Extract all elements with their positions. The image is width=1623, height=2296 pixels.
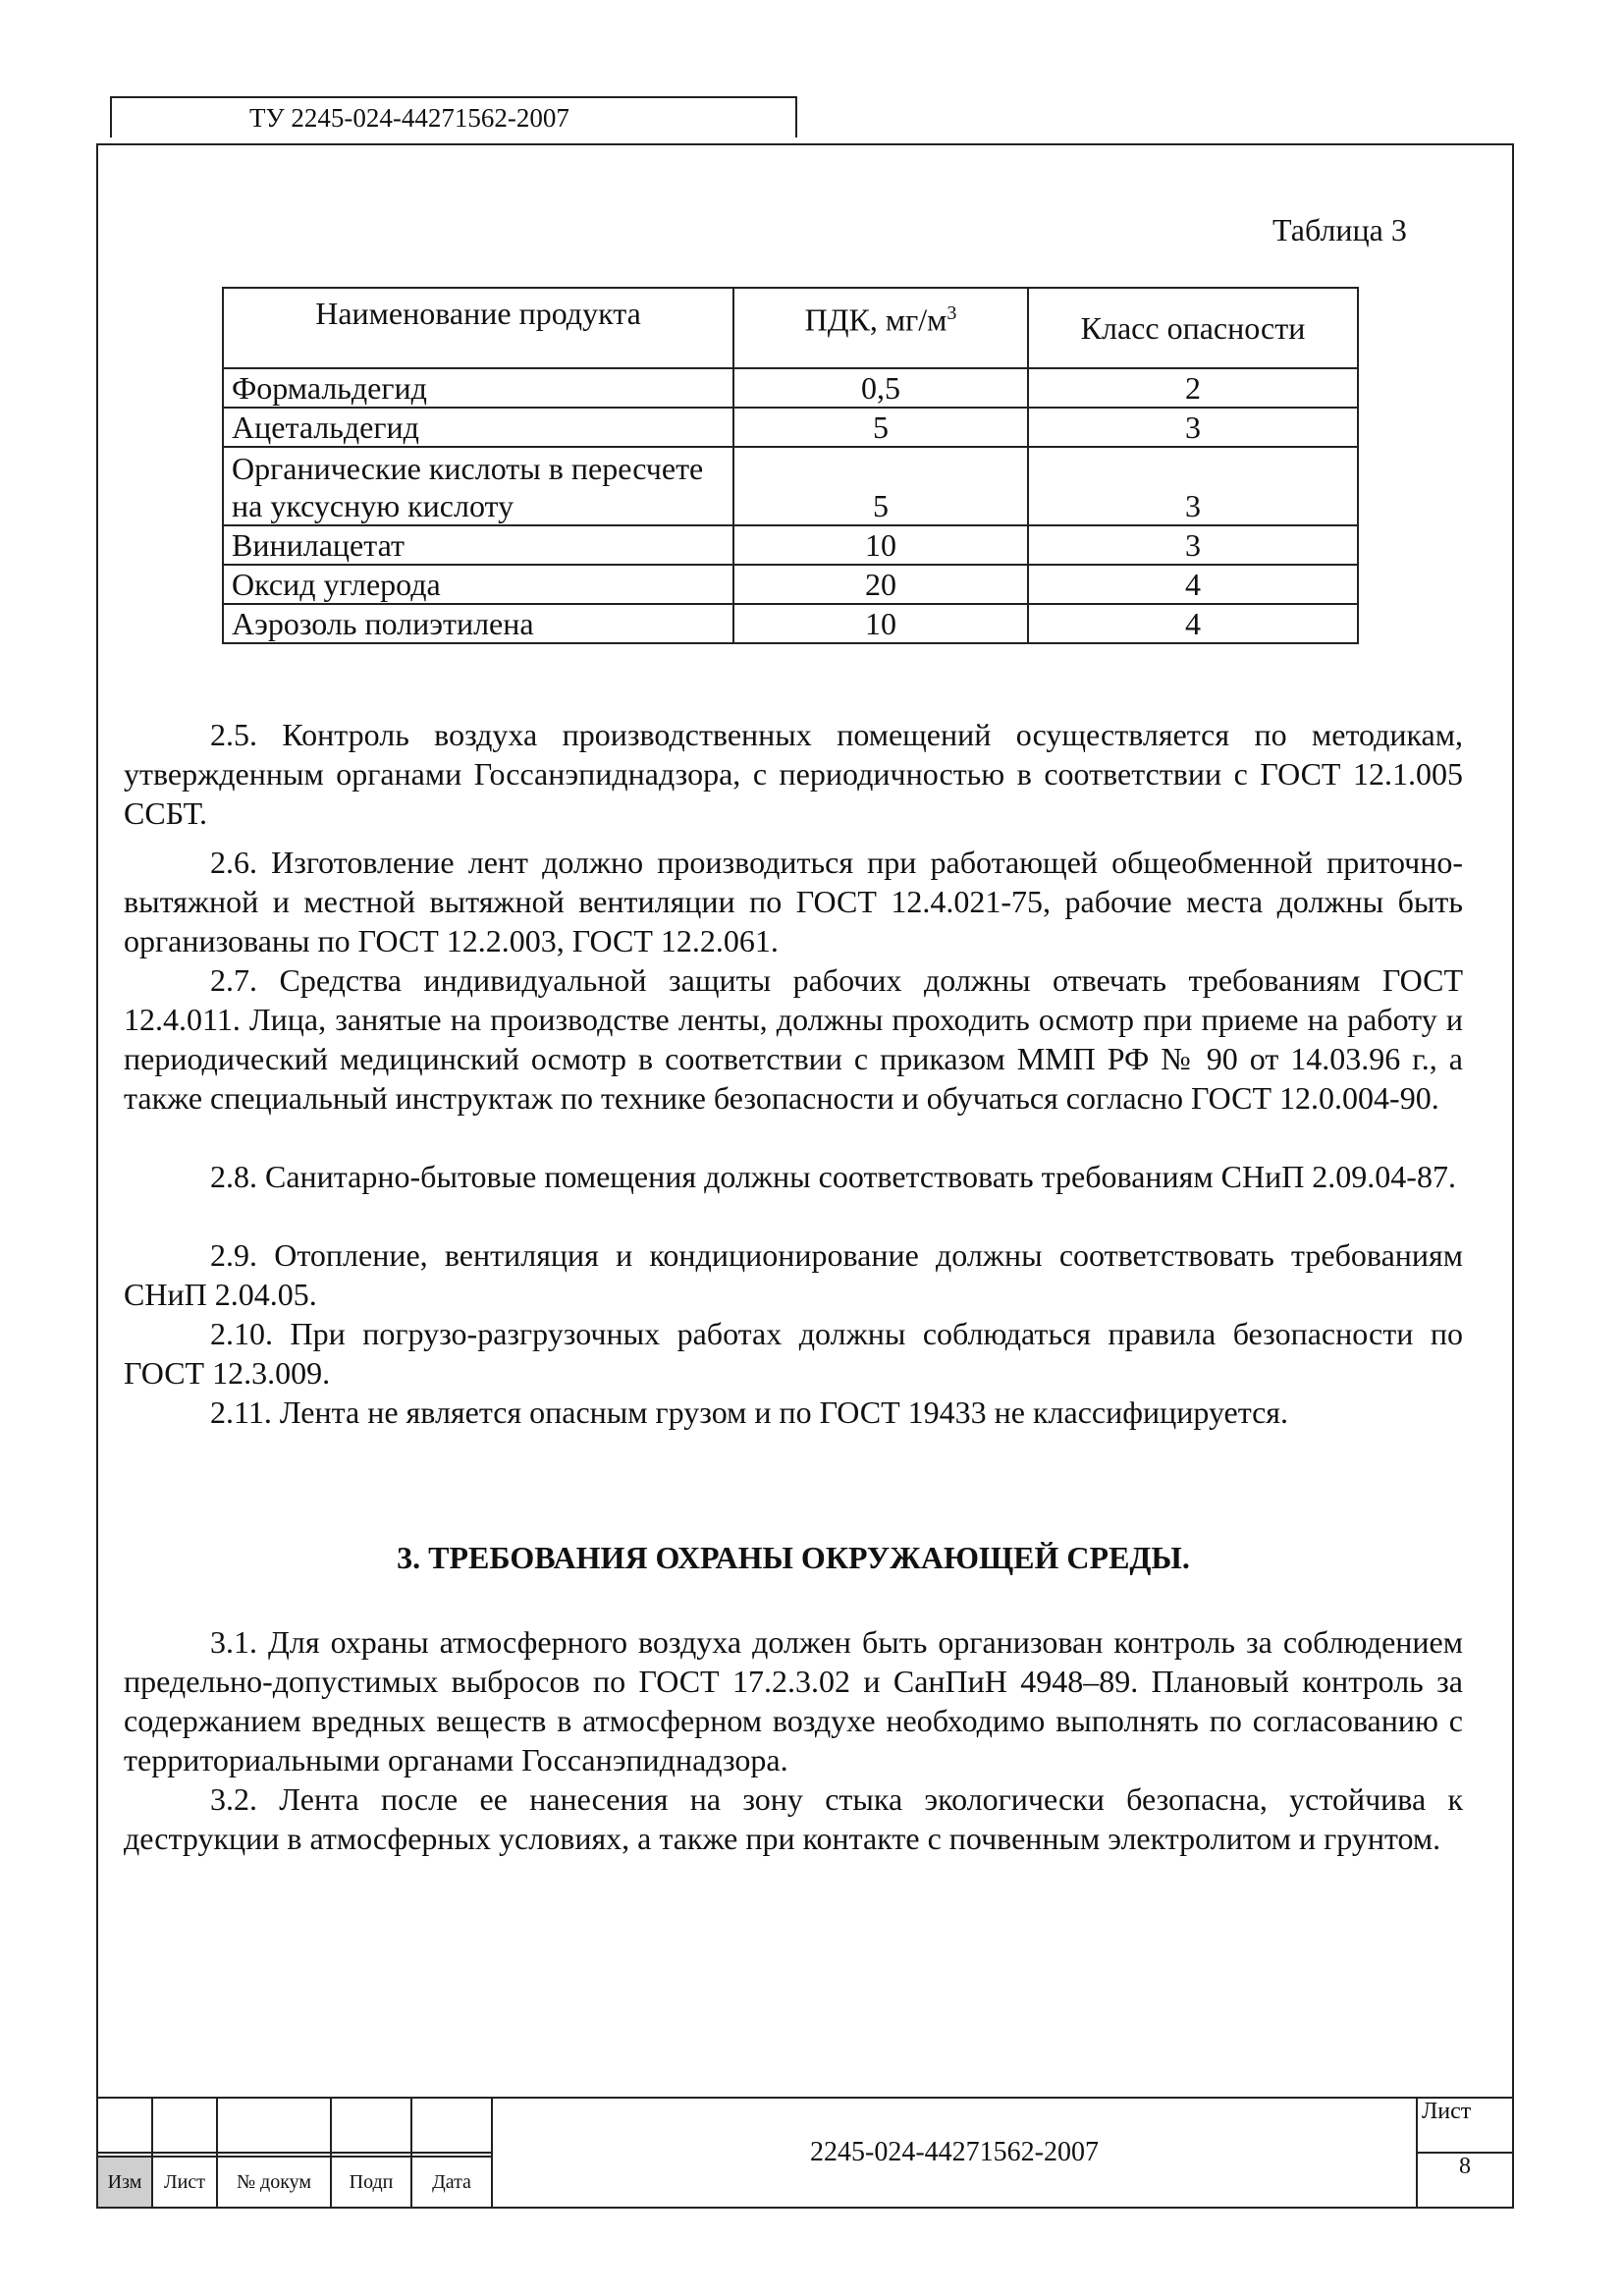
section-3-heading: 3. ТРЕБОВАНИЯ ОХРАНЫ ОКРУЖАЮЩЕЙ СРЕДЫ. [397,1540,1190,1575]
hazard-class: 3 [1028,447,1358,525]
table-row [223,447,1358,525]
stamp-label-date: Дата [411,2157,492,2208]
paragraph-2-8: 2.8. Санитарно-бытовые помещения должны соответствовать требованиям СНиП 2.09.04-87. [210,1159,1456,1194]
paragraph-2-9: 2.9. Отопление, вентиляция и кондиционирование должны соответствовать требованиям СНиП 2.04.05. [124,1237,1463,1312]
product-name: Оксид углерода [223,565,733,604]
pdk-unit-exponent: 3 [947,302,957,324]
hazard-class: 3 [1028,525,1358,565]
pdk-value: 5 [733,408,1028,447]
paragraph-2-6: 2.6. Изготовление лент должно производиться при работающей общеобменной приточно-вытяжной и местной вытяжной вентиляции по ГОСТ 12.4.021-75, рабочие места должны быть организованы по ГОСТ 12.2.003, ГОСТ 12.2.061. [124,845,1463,958]
stamp-document-code: 2245-024-44271562-2007 [492,2098,1417,2208]
product-name: Ацетальдегид [223,408,733,447]
paragraph-2-10: 2.10. При погрузо-разгрузочных работах должны соблюдаться правила безопасности по ГОСТ 12.3.009. [124,1316,1463,1391]
table-header-row [223,288,1358,368]
pdk-value: 10 [733,604,1028,643]
paragraph-2-11: 2.11. Лента не является опасным грузом и по ГОСТ 19433 не классифицируется. [210,1394,1289,1430]
stamp-label-sign: Подп [331,2157,411,2208]
pdk-value: 20 [733,565,1028,604]
table-row [223,368,1358,408]
title-block-stamp [96,2097,1514,2209]
pdk-value: 5 [733,447,1028,525]
table-row [223,408,1358,447]
document-code-tab: ТУ 2245-024-44271562-2007 [110,96,797,137]
paragraph-2-7: 2.7. Средства индивидуальной защиты рабочих должны отвечать требованиям ГОСТ 12.4.011. Лица, занятые на производстве ленты, должны проходить осмотр при приеме на работу и периодический медицинский осмотр в соответствии с приказом ММП РФ № 90 от 14.03.96 г., а также специальный инструктаж по технике безопасности и обучаться согласно ГОСТ 12.0.004-90. [124,962,1463,1116]
product-name: Формальдегид [223,368,733,408]
hazard-class: 4 [1028,565,1358,604]
column-header-class: Класс опасности [1028,288,1358,368]
pdk-value: 0,5 [733,368,1028,408]
pdk-unit-label: ПДК, мг/м [804,301,947,338]
column-header-name: Наименование продукта [223,288,733,368]
table-caption: Таблица 3 [1272,212,1407,247]
table-row [223,565,1358,604]
column-header-pdk [733,288,1028,368]
paragraph-3-2: 3.2. Лента после ее нанесения на зону стыка экологически безопасна, устойчива к деструкции в атмосферных условиях, а также при контакте с почвенным электролитом и грунтом. [124,1781,1463,1856]
table-row [223,604,1358,643]
pdk-table [222,287,1359,644]
hazard-class: 3 [1028,408,1358,447]
stamp-label-list: Лист [152,2157,217,2208]
product-name: Органические кислоты в пересчете на уксусную кислоту [223,447,733,525]
hazard-class: 2 [1028,368,1358,408]
paragraph-2-5: 2.5. Контроль воздуха производственных помещений осуществляется по методикам, утвержденным органами Госсанэпиднадзора, с периодичностью в соответствии с ГОСТ 12.1.005 ССБТ. [124,717,1463,831]
paragraph-3-1: 3.1. Для охраны атмосферного воздуха должен быть организован контроль за соблюдением предельно-допустимых выбросов по ГОСТ 17.2.3.02 и СанПиН 4948–89. Плановый контроль за содержанием вредных веществ в атмосферном воздухе необходимо выполнять по согласованию с территориальными органами Госсанэпиднадзора. [124,1624,1463,1777]
stamp-label-docnum: № докум [217,2157,331,2208]
sheet-label: Лист [1417,2098,1513,2153]
hazard-class: 4 [1028,604,1358,643]
table-row [223,525,1358,565]
stamp-label-izm: Изм [97,2157,152,2208]
sheet-number: 8 [1417,2153,1513,2208]
product-name: Аэрозоль полиэтилена [223,604,733,643]
product-name: Винилацетат [223,525,733,565]
pdk-value: 10 [733,525,1028,565]
